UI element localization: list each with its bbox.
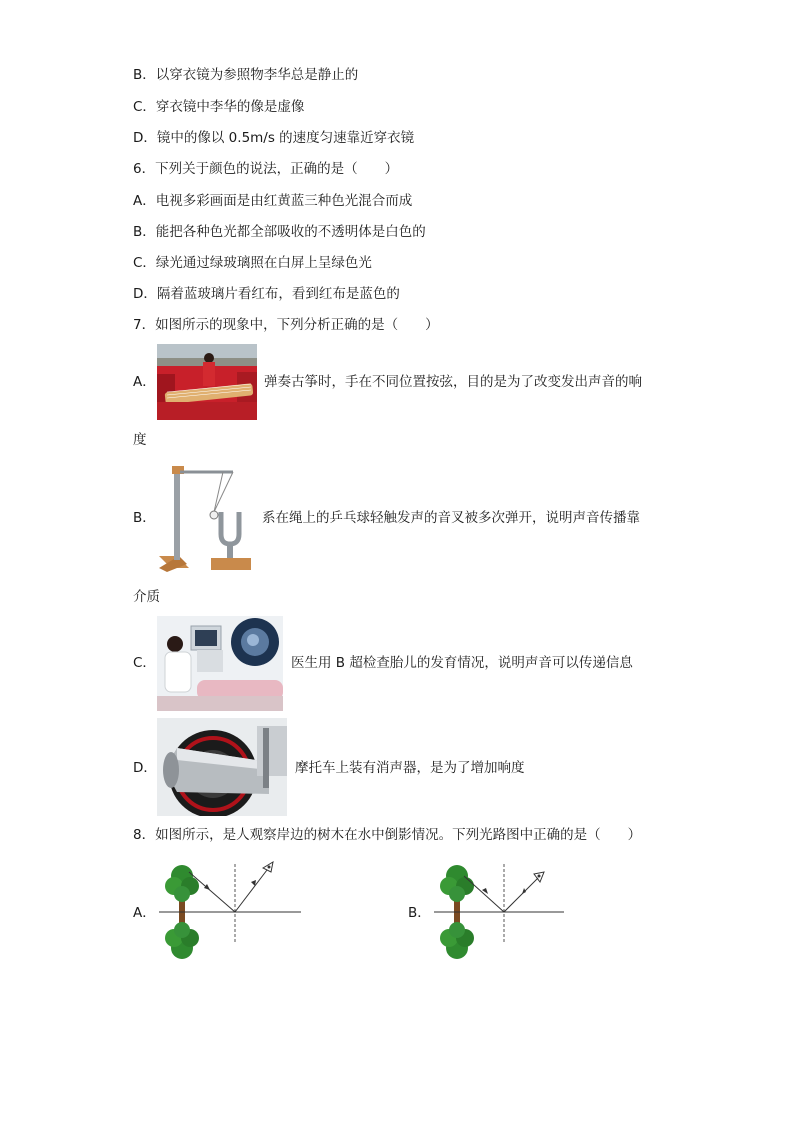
tree-icon bbox=[440, 865, 474, 912]
q7-option-a-continued: 度 bbox=[133, 432, 147, 448]
q7-option-a-label: A． bbox=[133, 374, 156, 390]
eye-icon bbox=[263, 862, 273, 872]
motorcycle-muffler-photo bbox=[157, 718, 287, 816]
q7-option-d-text: 摩托车上装有消声器，是为了增加响度 bbox=[295, 760, 525, 776]
tuning-fork-diagram bbox=[157, 460, 253, 574]
q8-diagram-a bbox=[155, 856, 305, 968]
q7-option-d-label: D． bbox=[133, 760, 157, 776]
tree-reflection-icon bbox=[440, 912, 474, 959]
q5-option-c: C．穿衣镜中李华的像是虚像 bbox=[133, 99, 305, 115]
q6-option-b: B．能把各种色光都全部吸收的不透明体是白色的 bbox=[133, 224, 426, 240]
q6-option-d: D．隔着蓝玻璃片看红布，看到红布是蓝色的 bbox=[133, 286, 400, 302]
q7-option-b-label: B． bbox=[133, 510, 156, 526]
q5-option-b: B．以穿衣镜为参照物李华总是静止的 bbox=[133, 67, 359, 83]
q8-diagram-b bbox=[430, 856, 580, 968]
guzheng-photo bbox=[157, 344, 257, 420]
q7-option-b-text: 系在绳上的乒乓球轻触发声的音叉被多次弹开，说明声音传播靠 bbox=[262, 510, 640, 526]
ultrasound-photo bbox=[157, 616, 283, 711]
q7-option-a-text: 弹奏古筝时，手在不同位置按弦，目的是为了改变发出声音的响 bbox=[264, 374, 642, 390]
q7-option-c-label: C． bbox=[133, 655, 156, 671]
q7-stem: 7．如图所示的现象中，下列分析正确的是（ ） bbox=[133, 317, 439, 333]
q7-option-b-continued: 介质 bbox=[133, 589, 160, 605]
tree-reflection-icon bbox=[165, 912, 199, 959]
q8-stem: 8．如图所示，是人观察岸边的树木在水中倒影情况。下列光路图中正确的是（ ） bbox=[133, 827, 642, 843]
q6-option-a: A．电视多彩画面是由红黄蓝三种色光混合而成 bbox=[133, 193, 413, 209]
q8-option-b-label: B． bbox=[408, 905, 431, 921]
q6-option-c: C．绿光通过绿玻璃照在白屏上呈绿色光 bbox=[133, 255, 372, 271]
q7-option-c-text: 医生用 B 超检查胎儿的发育情况，说明声音可以传递信息 bbox=[291, 655, 633, 671]
q5-option-d: D．镜中的像以 0.5m/s 的速度匀速靠近穿衣镜 bbox=[133, 130, 415, 146]
q6-stem: 6．下列关于颜色的说法，正确的是（ ） bbox=[133, 161, 399, 177]
tree-icon bbox=[165, 865, 199, 912]
q8-option-a-label: A． bbox=[133, 905, 156, 921]
